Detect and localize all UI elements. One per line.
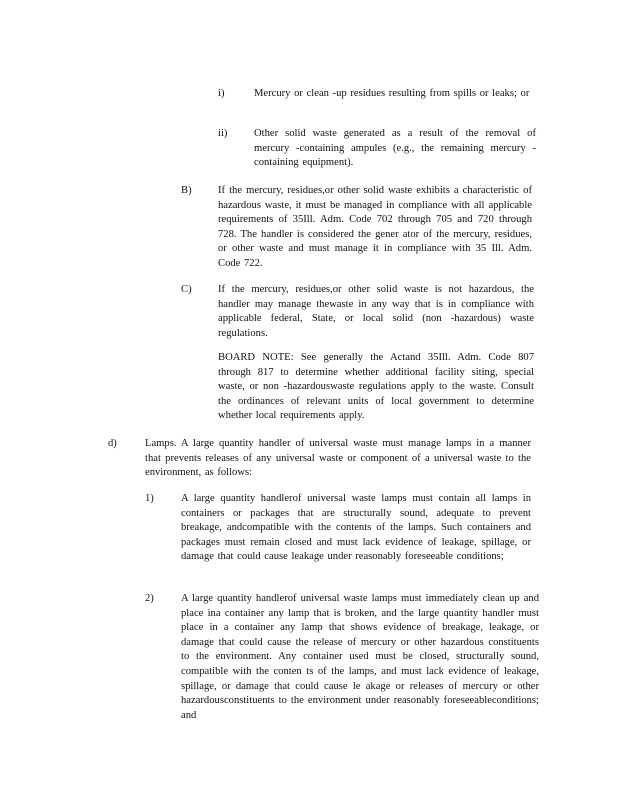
item-ii-text: Other solid waste generated as a result of the removal of mercury -containing ampules (e.g., the remaining mercury - containing equipment). bbox=[254, 128, 536, 169]
item-d2-text: A large quantity handlerof universal waste lamps must immediately clean up and place ina container any lamp that is broken, and the large quantity handler must place in a container any lamp that shows evidence of breakage, leakage, or damage that could cause the release of mercury or other hazardous constituents to the environment. Any container used must be closed, structurally sound, compatible with the conten ts of the lamps, and must lack evidence of leakage, spillage, or damage that could cause le akage or releases of mercury or other hazardousconstituents to the environment under reasonably foreseeableconditions; and bbox=[181, 593, 539, 721]
item-d1-label: 1) bbox=[145, 493, 154, 504]
item-d-text: Lamps. A large quantity handler of universal waste must manage lamps in a manner that prevents releases of any universal waste or component of a universal waste to the environment, as follows: bbox=[145, 438, 531, 479]
item-d-label: d) bbox=[108, 438, 117, 449]
item-i-label: i) bbox=[218, 88, 225, 99]
item-d1-text: A large quantity handlerof universal waste lamps must contain all lamps in containers or packages that are structurally sound, adequate to prevent breakage, andcompatible with the contents of the lamps. Such containers and packages must remain closed and must lack evidence of leakage, spillage, or damage that could cause leakage under reasonably foreseeable conditions; bbox=[181, 493, 531, 563]
item-b-label: B) bbox=[181, 185, 192, 196]
item-c-text: If the mercury, residues,or other solid waste is not hazardous, the handler may manage thewaste in any way that is in compliance with applicable federal, State, or local solid (non -hazardous) waste regulations. bbox=[218, 284, 534, 339]
item-c-label: C) bbox=[181, 284, 192, 295]
board-note: BOARD NOTE: See generally the Actand 35Ill. Adm. Code 807 through 817 to determine whether additional facility siting, special waste, or non -hazardouswaste regulations apply to the waste. Consult the ordinances of relevant units of local government to determine whether local requirements apply. bbox=[218, 352, 534, 422]
item-d2-label: 2) bbox=[145, 593, 154, 604]
item-i-text: Mercury or clean -up residues resulting from spills or leaks; or bbox=[254, 88, 530, 99]
item-b-text: If the mercury, residues,or other solid waste exhibits a characteristic of hazardous waste, it must be managed in compliance with all applicable requirements of 35Ill. Adm. Code 702 through 705 and 720 through 728. The handler is considered the gener ator of the mercury, residues, or other waste and must manage it in compliance with 35 Ill. Adm. Code 722. bbox=[218, 185, 532, 269]
item-ii-label: ii) bbox=[218, 128, 228, 139]
